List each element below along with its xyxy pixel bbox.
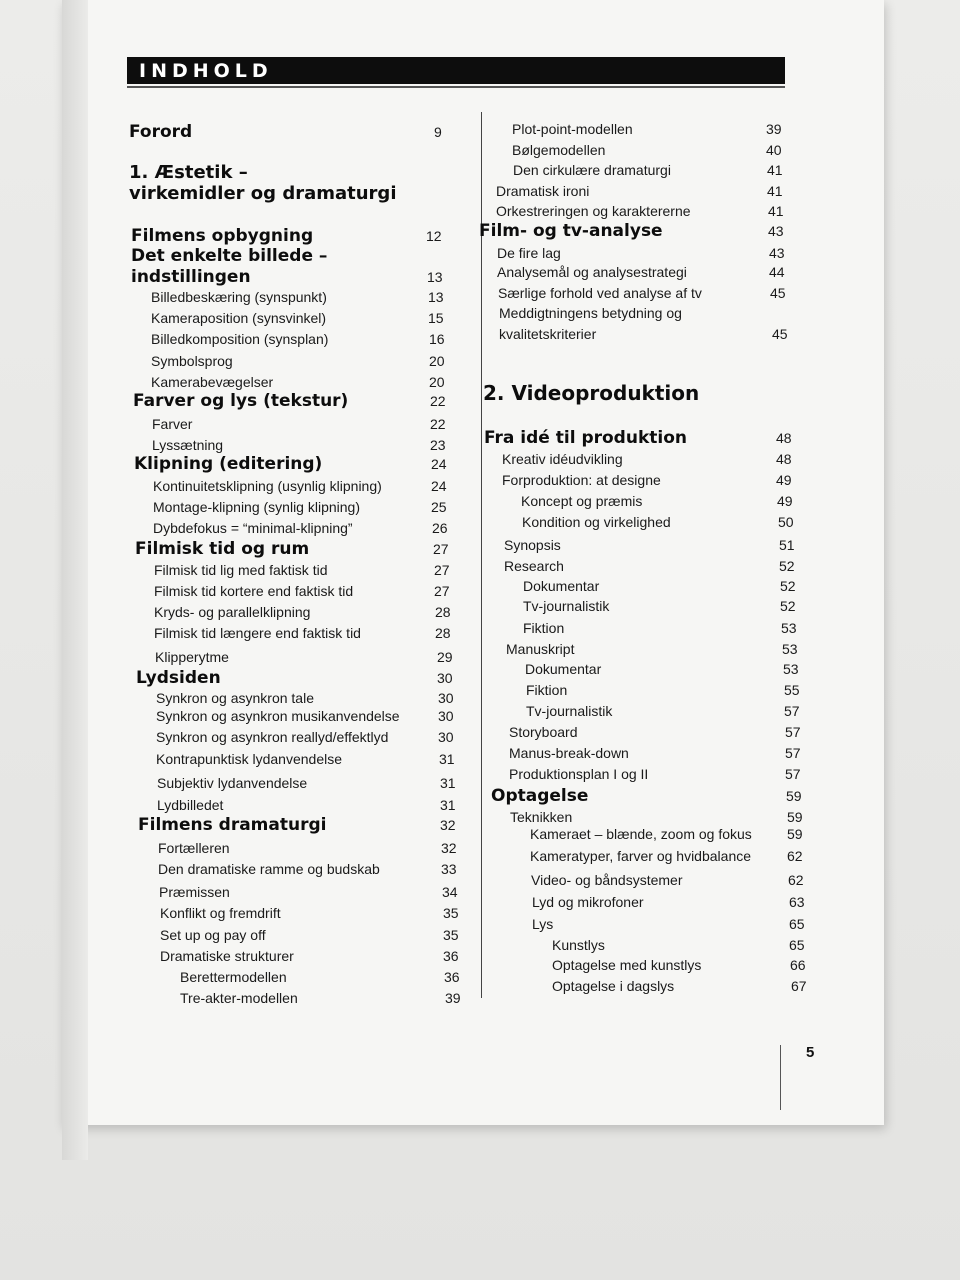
toc-entry bbox=[158, 861, 457, 877]
toc-page: 66 bbox=[790, 957, 806, 973]
toc-entry bbox=[154, 583, 450, 599]
toc-page: 49 bbox=[777, 493, 793, 509]
toc-label: Optagelse i dagslys bbox=[552, 978, 675, 994]
toc-page: 28 bbox=[435, 625, 451, 641]
toc-label: Filmisk tid lig med faktisk tid bbox=[154, 562, 328, 578]
toc-page: 63 bbox=[789, 894, 805, 910]
toc-entry bbox=[497, 245, 785, 261]
toc-label: Montage-klipning (synlig klipning) bbox=[153, 499, 360, 515]
toc-page: 15 bbox=[428, 310, 444, 326]
page-number-rule bbox=[780, 1045, 781, 1110]
toc-entry bbox=[151, 331, 445, 347]
column-divider bbox=[481, 112, 482, 998]
toc-entry bbox=[156, 751, 455, 767]
toc-entry bbox=[523, 578, 796, 594]
toc-page: 9 bbox=[434, 124, 442, 140]
toc-page: 45 bbox=[772, 326, 788, 342]
toc-label: Bølgemodellen bbox=[512, 142, 606, 158]
toc-entry bbox=[159, 884, 458, 900]
toc-label: Kondition og virkelighed bbox=[522, 514, 671, 530]
toc-label: Synkron og asynkron tale bbox=[156, 690, 314, 706]
toc-page: 27 bbox=[434, 562, 450, 578]
toc-heading bbox=[136, 668, 453, 688]
toc-label: Filmens dramaturgi bbox=[138, 815, 327, 835]
toc-page: 16 bbox=[429, 331, 445, 347]
page-number: 5 bbox=[806, 1044, 815, 1061]
toc-label: Kunstlys bbox=[552, 937, 605, 953]
toc-entry bbox=[523, 620, 797, 636]
toc-header-title: INDHOLD bbox=[139, 60, 273, 82]
toc-entry bbox=[509, 766, 801, 782]
toc-page: 20 bbox=[429, 353, 445, 369]
toc-label: Synkron og asynkron musikanvendelse bbox=[156, 708, 400, 724]
toc-page: 62 bbox=[788, 872, 804, 888]
toc-page: 12 bbox=[426, 228, 442, 244]
toc-entry bbox=[151, 289, 444, 305]
toc-entry bbox=[525, 661, 799, 677]
toc-label: kvalitetskriterier bbox=[499, 326, 597, 342]
toc-entry bbox=[498, 285, 786, 301]
toc-label: 1. Æstetik – bbox=[129, 162, 248, 183]
toc-page: 32 bbox=[440, 817, 456, 833]
toc-page: 33 bbox=[441, 861, 457, 877]
toc-entry bbox=[496, 203, 784, 219]
toc-label: Kameraet – blænde, zoom og fokus bbox=[530, 826, 752, 842]
toc-label: Filmisk tid og rum bbox=[135, 539, 310, 559]
toc-entry bbox=[510, 809, 803, 825]
toc-page: 28 bbox=[435, 604, 451, 620]
toc-label: Tre-akter-modellen bbox=[180, 990, 298, 1006]
toc-label: Særlige forhold ved analyse af tv bbox=[498, 285, 702, 301]
toc-entry bbox=[552, 957, 806, 973]
toc-entry bbox=[512, 142, 782, 158]
toc-section-title bbox=[129, 162, 248, 183]
toc-page: 35 bbox=[443, 905, 459, 921]
toc-page: 13 bbox=[427, 269, 443, 285]
toc-page: 31 bbox=[439, 751, 455, 767]
toc-entry bbox=[151, 353, 445, 369]
toc-label: Kryds- og parallelklipning bbox=[154, 604, 311, 620]
toc-entry bbox=[552, 937, 805, 953]
toc-label: Symbolsprog bbox=[151, 353, 233, 369]
toc-label: virkemidler og dramaturgi bbox=[129, 183, 397, 204]
toc-label: Kamerabevægelser bbox=[151, 374, 274, 390]
toc-entry bbox=[531, 872, 804, 888]
toc-page: 13 bbox=[428, 289, 444, 305]
toc-label: Film- og tv-analyse bbox=[479, 221, 663, 241]
toc-page: 52 bbox=[780, 578, 796, 594]
toc-entry bbox=[504, 558, 795, 574]
toc-entry bbox=[509, 745, 801, 761]
toc-entry bbox=[499, 305, 682, 321]
toc-page: 30 bbox=[438, 690, 454, 706]
toc-page: 57 bbox=[785, 745, 801, 761]
toc-label: 2. Videoproduktion bbox=[483, 381, 700, 405]
toc-entry bbox=[153, 478, 447, 494]
toc-entry bbox=[523, 598, 796, 614]
toc-label: Orkestreringen og karaktererne bbox=[496, 203, 691, 219]
toc-page: 22 bbox=[430, 416, 446, 432]
toc-label: Dramatisk ironi bbox=[496, 183, 590, 199]
toc-label: Dybdefokus = “minimal-klipning” bbox=[153, 520, 353, 536]
toc-entry bbox=[156, 690, 454, 706]
toc-entry bbox=[151, 310, 444, 326]
toc-page: 57 bbox=[785, 766, 801, 782]
toc-heading bbox=[138, 815, 456, 835]
toc-page: 41 bbox=[768, 203, 784, 219]
toc-page: 65 bbox=[789, 916, 805, 932]
toc-entry bbox=[532, 894, 805, 910]
toc-entry bbox=[160, 905, 459, 921]
toc-header-bar bbox=[127, 57, 785, 84]
toc-page: 31 bbox=[440, 797, 456, 813]
toc-page: 51 bbox=[779, 537, 795, 553]
toc-label: Lydbilledet bbox=[157, 797, 224, 813]
toc-label: Præmissen bbox=[159, 884, 230, 900]
toc-page: 48 bbox=[776, 430, 792, 446]
toc-page: 27 bbox=[434, 583, 450, 599]
toc-entry bbox=[509, 724, 801, 740]
toc-page: 50 bbox=[778, 514, 794, 530]
toc-label: Den dramatiske ramme og budskab bbox=[158, 861, 380, 877]
toc-page: 20 bbox=[429, 374, 445, 390]
toc-entry bbox=[497, 264, 785, 280]
toc-label: Filmisk tid kortere end faktisk tid bbox=[154, 583, 354, 599]
toc-entry bbox=[160, 948, 459, 964]
toc-label: Lyssætning bbox=[152, 437, 224, 453]
toc-page: 39 bbox=[445, 990, 461, 1006]
toc-label: Fortælleren bbox=[158, 840, 230, 856]
toc-label: Fiktion bbox=[526, 682, 568, 698]
toc-entry bbox=[526, 703, 800, 719]
toc-label: De fire lag bbox=[497, 245, 561, 261]
toc-label: Filmisk tid længere end faktisk tid bbox=[154, 625, 361, 641]
toc-label: Dramatiske strukturer bbox=[160, 948, 294, 964]
toc-page: 32 bbox=[441, 840, 457, 856]
toc-page: 59 bbox=[787, 809, 803, 825]
toc-page: 41 bbox=[767, 162, 783, 178]
toc-label: Subjektiv lydanvendelse bbox=[157, 775, 308, 791]
toc-page: 25 bbox=[431, 499, 447, 515]
toc-page: 26 bbox=[432, 520, 448, 536]
toc-label: Forproduktion: at designe bbox=[502, 472, 661, 488]
toc-page: 57 bbox=[785, 724, 801, 740]
toc-entry bbox=[552, 978, 807, 994]
toc-entry bbox=[157, 775, 456, 791]
toc-page: 40 bbox=[766, 142, 782, 158]
toc-page: 67 bbox=[791, 978, 807, 994]
toc-entry bbox=[151, 374, 445, 390]
header-rule bbox=[127, 86, 785, 88]
toc-entry bbox=[154, 604, 451, 620]
toc-page: 27 bbox=[433, 541, 449, 557]
toc-label: Filmens opbygning bbox=[131, 226, 314, 246]
toc-page: 31 bbox=[440, 775, 456, 791]
toc-label: Analysemål og analysestrategi bbox=[497, 264, 687, 280]
toc-page: 52 bbox=[779, 558, 795, 574]
toc-entry bbox=[512, 121, 782, 137]
toc-page: 23 bbox=[430, 437, 446, 453]
toc-label: Lydsiden bbox=[136, 668, 221, 688]
toc-entry bbox=[154, 625, 451, 641]
toc-label: Kameratyper, farver og hvidbalance bbox=[530, 848, 752, 864]
toc-label: Klipperytme bbox=[155, 649, 229, 665]
toc-label: Synkron og asynkron reallyd/effektlyd bbox=[156, 729, 389, 745]
toc-label: Kameraposition (synsvinkel) bbox=[151, 310, 327, 326]
toc-heading bbox=[135, 539, 449, 559]
toc-entry bbox=[156, 729, 454, 745]
toc-label: Konflikt og fremdrift bbox=[160, 905, 281, 921]
toc-page: 43 bbox=[769, 245, 785, 261]
toc-entry bbox=[157, 797, 456, 813]
toc-label: Farver og lys (tekstur) bbox=[133, 391, 349, 411]
toc-entry bbox=[180, 969, 460, 985]
toc-heading bbox=[134, 454, 447, 474]
toc-label: Kontrapunktisk lydanvendelse bbox=[156, 751, 343, 767]
toc-label: Optagelse bbox=[491, 786, 589, 806]
toc-label: Den cirkulære dramaturgi bbox=[513, 162, 671, 178]
toc-label: Fra idé til produktion bbox=[484, 428, 687, 448]
toc-entry bbox=[532, 916, 805, 932]
toc-entry bbox=[496, 183, 783, 199]
toc-label: Det enkelte billede – bbox=[131, 246, 328, 266]
toc-entry bbox=[521, 493, 793, 509]
toc-label: Lyd og mikrofoner bbox=[532, 894, 644, 910]
toc-page: 43 bbox=[768, 223, 784, 239]
toc-label: Tv-journalistik bbox=[526, 703, 613, 719]
toc-entry bbox=[499, 326, 788, 342]
toc-page: 49 bbox=[776, 472, 792, 488]
toc-label: Farver bbox=[152, 416, 193, 432]
toc-heading bbox=[491, 786, 802, 806]
toc-label: indstillingen bbox=[131, 267, 251, 287]
toc-label: Koncept og præmis bbox=[521, 493, 643, 509]
toc-page: 30 bbox=[438, 708, 454, 724]
toc-label: Meddigtningens betydning og bbox=[499, 305, 682, 321]
toc-label: Berettermodellen bbox=[180, 969, 287, 985]
toc-page: 24 bbox=[431, 456, 447, 472]
toc-label: Storyboard bbox=[509, 724, 578, 740]
toc-label: Fiktion bbox=[523, 620, 565, 636]
toc-label: Optagelse med kunstlys bbox=[552, 957, 702, 973]
toc-heading bbox=[131, 226, 442, 246]
toc-entry bbox=[160, 927, 459, 943]
page-gutter-shadow bbox=[62, 0, 88, 1160]
toc-page: 45 bbox=[770, 285, 786, 301]
toc-page: 41 bbox=[767, 183, 783, 199]
toc-label: Plot-point-modellen bbox=[512, 121, 633, 137]
toc-page: 53 bbox=[782, 641, 798, 657]
toc-page: 29 bbox=[437, 649, 453, 665]
toc-label: Klipning (editering) bbox=[134, 454, 323, 474]
toc-heading bbox=[131, 267, 443, 287]
toc-entry bbox=[154, 562, 450, 578]
toc-label: Kontinuitetsklipning (usynlig klipning) bbox=[153, 478, 382, 494]
toc-heading bbox=[131, 246, 327, 266]
toc-label: Manus-break-down bbox=[509, 745, 629, 761]
toc-label: Lys bbox=[532, 916, 554, 932]
toc-entry bbox=[504, 537, 795, 553]
toc-label: Research bbox=[504, 558, 564, 574]
toc-page: 48 bbox=[776, 451, 792, 467]
toc-entry bbox=[156, 708, 454, 724]
toc-heading bbox=[484, 428, 792, 448]
toc-section-title bbox=[483, 381, 699, 405]
toc-page: 22 bbox=[430, 393, 446, 409]
toc-entry bbox=[180, 990, 461, 1006]
toc-entry bbox=[155, 649, 453, 665]
toc-label: Forord bbox=[129, 122, 193, 142]
toc-entry bbox=[158, 840, 457, 856]
toc-page: 39 bbox=[766, 121, 782, 137]
toc-entry bbox=[513, 162, 783, 178]
toc-page: 30 bbox=[438, 729, 454, 745]
toc-page: 59 bbox=[786, 788, 802, 804]
toc-label: Dokumentar bbox=[523, 578, 600, 594]
toc-label: Dokumentar bbox=[525, 661, 602, 677]
toc-entry bbox=[153, 499, 447, 515]
toc-label: Billedkomposition (synsplan) bbox=[151, 331, 329, 347]
toc-section-title bbox=[129, 183, 397, 204]
toc-label: Billedbeskæring (synspunkt) bbox=[151, 289, 327, 305]
toc-page: 30 bbox=[437, 670, 453, 686]
toc-entry bbox=[502, 472, 792, 488]
toc-page: 65 bbox=[789, 937, 805, 953]
toc-page: 36 bbox=[444, 969, 460, 985]
toc-page: 52 bbox=[780, 598, 796, 614]
toc-page: 36 bbox=[443, 948, 459, 964]
toc-label: Tv-journalistik bbox=[523, 598, 610, 614]
toc-page: 53 bbox=[783, 661, 799, 677]
toc-entry bbox=[530, 848, 803, 864]
toc-heading bbox=[133, 391, 446, 411]
toc-entry bbox=[153, 520, 448, 536]
toc-page: 35 bbox=[443, 927, 459, 943]
toc-heading bbox=[479, 221, 784, 241]
toc-page: 24 bbox=[431, 478, 447, 494]
toc-label: Kreativ idéudvikling bbox=[502, 451, 623, 467]
toc-entry bbox=[526, 682, 800, 698]
toc-entry bbox=[522, 514, 794, 530]
toc-entry bbox=[530, 826, 803, 842]
toc-entry bbox=[152, 416, 446, 432]
toc-label: Produktionsplan I og II bbox=[509, 766, 649, 782]
toc-label: Video- og båndsystemer bbox=[531, 872, 683, 888]
toc-label: Manuskript bbox=[506, 641, 575, 657]
toc-label: Set up og pay off bbox=[160, 927, 266, 943]
toc-page: 62 bbox=[787, 848, 803, 864]
toc-page: 53 bbox=[781, 620, 797, 636]
toc-page: 59 bbox=[787, 826, 803, 842]
toc-entry bbox=[152, 437, 446, 453]
toc-page: 55 bbox=[784, 682, 800, 698]
toc-entry bbox=[502, 451, 792, 467]
toc-label: Teknikken bbox=[510, 809, 573, 825]
toc-page: 34 bbox=[442, 884, 458, 900]
toc-entry bbox=[506, 641, 798, 657]
toc-label: Synopsis bbox=[504, 537, 561, 553]
toc-page: 44 bbox=[769, 264, 785, 280]
toc-heading bbox=[129, 122, 442, 142]
toc-page: 57 bbox=[784, 703, 800, 719]
